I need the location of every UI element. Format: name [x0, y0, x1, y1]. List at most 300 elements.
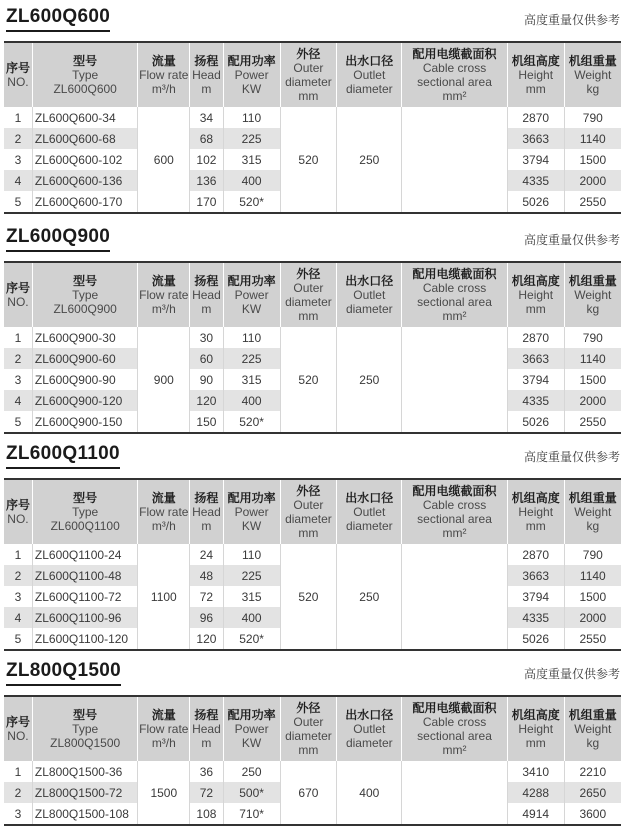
- cell-power: 225: [223, 565, 280, 586]
- header-head-unit: m: [201, 736, 212, 750]
- header-flow: [138, 262, 190, 327]
- header-outlet-diameter-en1: Outlet: [353, 68, 386, 82]
- header-cable-area: [402, 262, 508, 327]
- header-outer-diameter-en1: Outer: [293, 498, 324, 512]
- cell-weight: 2000: [564, 170, 621, 191]
- spec-table: [4, 261, 621, 434]
- cell-height: 3410: [507, 761, 564, 782]
- cell-head: 96: [190, 607, 223, 628]
- header-height-zh: 机组高度: [511, 708, 560, 722]
- header-height-zh: 机组高度: [511, 274, 560, 288]
- cell-weight: 2650: [564, 782, 621, 803]
- header-outer-diameter-unit: mm: [298, 89, 319, 103]
- header-height-en: Height: [518, 505, 554, 519]
- header-row: [4, 696, 621, 761]
- header-outlet-diameter-zh: 出水口径: [345, 54, 394, 68]
- header-type-zh: 型号: [73, 491, 98, 505]
- header-cable-area-unit: mm²: [442, 743, 467, 757]
- cell-outlet-diameter: 250: [337, 327, 402, 433]
- header-head-en: Head: [192, 722, 221, 736]
- header-cable-area: [402, 42, 508, 107]
- header-head-unit: m: [201, 302, 212, 316]
- header-outlet-diameter-en2: diameter: [345, 302, 393, 316]
- cell-height: 3663: [507, 128, 564, 149]
- cell-head: 170: [190, 191, 223, 213]
- cell-no: 5: [4, 411, 32, 433]
- header-outer-diameter: [280, 262, 337, 327]
- cell-no: 5: [4, 628, 32, 650]
- reference-note: 高度重量仅供参考: [523, 233, 620, 247]
- header-type-model: ZL600Q1100: [50, 519, 120, 533]
- cell-type: ZL600Q1100-96: [32, 607, 138, 628]
- product-section: [0, 224, 626, 429]
- cell-height: 5026: [507, 628, 564, 650]
- cell-height: 2870: [507, 107, 564, 128]
- cell-head: 102: [190, 149, 223, 170]
- header-no-en: NO.: [7, 512, 29, 526]
- cell-power: 110: [223, 327, 280, 348]
- header-height-unit: mm: [525, 519, 546, 533]
- header-weight-unit: kg: [586, 519, 600, 533]
- header-head: [190, 262, 223, 327]
- cell-type: ZL600Q900-150: [32, 411, 138, 433]
- table-row: [4, 761, 621, 782]
- cell-outer-diameter: 670: [280, 761, 337, 825]
- cell-weight: 790: [582, 110, 603, 125]
- cell-type: ZL600Q600-68: [32, 128, 138, 149]
- header-cable-area-unit: mm²: [442, 89, 467, 103]
- header-height-en: Height: [518, 68, 554, 82]
- header-flow-en: Flow rate: [139, 505, 189, 519]
- header-flow-zh: 流量: [151, 708, 176, 722]
- cell-outer-diameter: 520: [280, 327, 337, 433]
- header-no: [4, 479, 32, 544]
- cell-no: 3: [4, 149, 32, 170]
- header-flow-zh: 流量: [151, 54, 176, 68]
- product-section: [0, 658, 626, 821]
- cell-no: 4: [4, 390, 32, 411]
- header-head: [190, 696, 223, 761]
- header-type-zh: 型号: [73, 274, 98, 288]
- header-weight: [564, 42, 621, 107]
- header-no: [4, 696, 32, 761]
- product-section: [0, 441, 626, 646]
- cell-no: 2: [4, 782, 32, 803]
- cell-outlet-diameter: 250: [337, 107, 402, 213]
- table-row: [4, 107, 621, 128]
- header-flow: [138, 479, 190, 544]
- header-outer-diameter-zh: 外径: [296, 484, 321, 498]
- header-outer-diameter: [280, 479, 337, 544]
- cell-no: 1: [4, 761, 32, 782]
- section-header: [0, 4, 626, 30]
- header-power-unit: KW: [241, 302, 262, 316]
- cell-outlet-diameter: 250: [337, 544, 402, 650]
- header-weight-en: Weight: [574, 68, 612, 82]
- header-height-unit: mm: [525, 736, 546, 750]
- cell-flow: 600: [138, 107, 190, 213]
- header-power-en: Power: [234, 68, 269, 82]
- cell-height: 4335: [507, 390, 564, 411]
- header-cable-area-en1: Cable cross: [422, 498, 487, 512]
- header-outlet-diameter-zh: 出水口径: [345, 708, 394, 722]
- section-header: [0, 441, 626, 467]
- cell-weight: 2550: [579, 631, 607, 646]
- header-no-zh: 序号: [5, 715, 30, 729]
- header-outer-diameter-en1: Outer: [293, 281, 324, 295]
- header-outer-diameter-unit: mm: [298, 743, 319, 757]
- header-height-unit: mm: [525, 302, 546, 316]
- header-outlet-diameter-en2: diameter: [345, 736, 393, 750]
- header-cable-area-en1: Cable cross: [422, 61, 487, 75]
- header-power-unit: KW: [241, 736, 262, 750]
- header-cable-area-en1: Cable cross: [422, 281, 487, 295]
- header-row: [4, 262, 621, 327]
- cell-type: ZL600Q900-30: [32, 327, 138, 348]
- cell-type: ZL600Q600-34: [32, 107, 138, 128]
- header-head-unit: m: [201, 519, 212, 533]
- cell-power: 315: [223, 586, 280, 607]
- cell-no: 3: [4, 369, 32, 390]
- spec-table: [4, 41, 621, 214]
- header-outlet-diameter-en1: Outlet: [353, 505, 386, 519]
- header-flow-en: Flow rate: [139, 68, 189, 82]
- header-no-en: NO.: [7, 295, 29, 309]
- cell-power: 225: [223, 348, 280, 369]
- header-weight-zh: 机组重量: [568, 54, 617, 68]
- cell-power: 315: [223, 149, 280, 170]
- cell-type: ZL800Q1500-36: [32, 761, 138, 782]
- cell-weight: 790: [582, 330, 603, 345]
- header-outer-diameter: [280, 696, 337, 761]
- header-flow-zh: 流量: [151, 491, 176, 505]
- header-outer-diameter-en2: diameter: [285, 75, 332, 89]
- cell-no: 2: [4, 128, 32, 149]
- header-type-model: ZL600Q900: [53, 302, 117, 316]
- header-flow-zh: 流量: [151, 274, 176, 288]
- cell-head: 24: [190, 544, 223, 565]
- header-weight-zh: 机组重量: [568, 274, 617, 288]
- cell-power: 400: [223, 390, 280, 411]
- header-outer-diameter: [280, 42, 337, 107]
- cell-outlet-diameter: 400: [337, 761, 402, 825]
- header-outlet-diameter-zh: 出水口径: [345, 491, 394, 505]
- cell-head: 68: [190, 128, 223, 149]
- cell-type: ZL600Q900-120: [32, 390, 138, 411]
- cell-weight: 2550: [579, 194, 607, 209]
- cell-no: 3: [4, 586, 32, 607]
- cell-head: 150: [190, 411, 223, 433]
- header-type-zh: 型号: [73, 708, 98, 722]
- header-outer-diameter-en2: diameter: [285, 729, 332, 743]
- cell-head: 60: [190, 348, 223, 369]
- header-outer-diameter-zh: 外径: [296, 701, 321, 715]
- cell-height: 4335: [507, 607, 564, 628]
- header-height-zh: 机组高度: [511, 54, 560, 68]
- cell-cable-area: [402, 107, 508, 213]
- header-power: [223, 42, 280, 107]
- cell-weight: 2000: [564, 607, 621, 628]
- header-cable-area-en2: sectional area: [417, 729, 492, 743]
- section-header: [0, 658, 626, 684]
- header-cable-area-zh: 配用电缆截面积: [412, 47, 497, 61]
- header-type-model: ZL800Q1500: [50, 736, 121, 750]
- spec-table: [4, 695, 621, 826]
- header-head-zh: 扬程: [194, 54, 219, 68]
- header-cable-area-en2: sectional area: [417, 512, 492, 526]
- cell-head: 36: [190, 761, 223, 782]
- header-weight-en: Weight: [574, 722, 612, 736]
- cell-flow: 900: [138, 327, 190, 433]
- header-outer-diameter-unit: mm: [298, 526, 319, 540]
- reference-note: 高度重量仅供参考: [523, 667, 620, 681]
- header-outlet-diameter-en2: diameter: [345, 82, 393, 96]
- header-head: [190, 42, 223, 107]
- cell-height: 4288: [507, 782, 564, 803]
- cell-cable-area: [402, 327, 508, 433]
- cell-height: 3794: [507, 149, 564, 170]
- header-outer-diameter-en2: diameter: [285, 512, 332, 526]
- table-row: [4, 327, 621, 348]
- section-title: ZL600Q1100: [6, 443, 120, 464]
- cell-no: 5: [4, 191, 32, 213]
- header-power-unit: KW: [241, 82, 262, 96]
- header-weight: [564, 479, 621, 544]
- header-height-en: Height: [518, 288, 554, 302]
- cell-weight: 3600: [579, 806, 607, 821]
- header-height-unit: mm: [525, 82, 546, 96]
- cell-no: 4: [4, 170, 32, 191]
- header-cable-area: [402, 696, 508, 761]
- cell-no: 1: [4, 107, 32, 128]
- header-flow-unit: m³/h: [151, 519, 176, 533]
- header-type-en: Type: [72, 68, 99, 82]
- header-head-en: Head: [192, 505, 221, 519]
- header-cable-area-en2: sectional area: [417, 295, 492, 309]
- header-power: [223, 479, 280, 544]
- header-head-en: Head: [192, 68, 221, 82]
- cell-height: 2870: [507, 327, 564, 348]
- header-power: [223, 696, 280, 761]
- cell-head: 136: [190, 170, 223, 191]
- cell-no: 2: [4, 348, 32, 369]
- cell-power: 710*: [223, 803, 280, 825]
- header-flow-en: Flow rate: [139, 288, 189, 302]
- cell-height: 3794: [507, 586, 564, 607]
- header-no-zh: 序号: [5, 498, 30, 512]
- header-outlet-diameter-en1: Outlet: [353, 288, 386, 302]
- header-cable-area-unit: mm²: [442, 526, 467, 540]
- cell-outer-diameter: 520: [280, 544, 337, 650]
- section-title: ZL600Q600: [6, 6, 111, 27]
- cell-power: 520*: [223, 191, 280, 213]
- header-weight-zh: 机组重量: [568, 491, 617, 505]
- header-cable-area: [402, 479, 508, 544]
- cell-power: 400: [223, 170, 280, 191]
- cell-no: 3: [4, 803, 32, 825]
- header-flow: [138, 42, 190, 107]
- cell-no: 4: [4, 607, 32, 628]
- cell-type: ZL600Q600-170: [32, 191, 138, 213]
- header-no-en: NO.: [7, 75, 29, 89]
- header-height: [507, 479, 564, 544]
- cell-head: 108: [190, 803, 223, 825]
- cell-type: ZL600Q1100-120: [32, 628, 138, 650]
- cell-head: 120: [190, 390, 223, 411]
- header-no-zh: 序号: [5, 281, 30, 295]
- header-weight: [564, 262, 621, 327]
- header-outer-diameter-en1: Outer: [293, 715, 324, 729]
- section-header: [0, 224, 626, 250]
- header-weight-unit: kg: [586, 736, 600, 750]
- header-type: [32, 479, 138, 544]
- header-cable-area-zh: 配用电缆截面积: [412, 484, 497, 498]
- cell-height: 3794: [507, 369, 564, 390]
- header-weight-zh: 机组重量: [568, 708, 617, 722]
- cell-height: 5026: [507, 191, 564, 213]
- section-title: ZL600Q900: [6, 226, 111, 247]
- cell-height: 3663: [507, 348, 564, 369]
- cell-no: 2: [4, 565, 32, 586]
- header-outer-diameter-en1: Outer: [293, 61, 324, 75]
- header-height-zh: 机组高度: [511, 491, 560, 505]
- cell-power: 225: [223, 128, 280, 149]
- table-row: [4, 544, 621, 565]
- cell-power: 400: [223, 607, 280, 628]
- cell-type: ZL800Q1500-72: [32, 782, 138, 803]
- header-cable-area-unit: mm²: [442, 309, 467, 323]
- cell-weight: 2550: [579, 414, 607, 429]
- cell-outer-diameter: 520: [280, 107, 337, 213]
- header-outlet-diameter: [337, 696, 402, 761]
- cell-power: 500*: [223, 782, 280, 803]
- header-weight-unit: kg: [586, 302, 600, 316]
- header-power-unit: KW: [241, 519, 262, 533]
- header-outer-diameter-unit: mm: [298, 309, 319, 323]
- header-height: [507, 42, 564, 107]
- cell-head: 72: [190, 586, 223, 607]
- reference-note: 高度重量仅供参考: [523, 450, 620, 464]
- cell-type: ZL600Q600-136: [32, 170, 138, 191]
- header-type: [32, 696, 138, 761]
- cell-type: ZL800Q1500-108: [32, 803, 138, 825]
- cell-type: ZL600Q1100-48: [32, 565, 138, 586]
- cell-power: 315: [223, 369, 280, 390]
- header-outlet-diameter-zh: 出水口径: [345, 274, 394, 288]
- header-height: [507, 696, 564, 761]
- header-power: [223, 262, 280, 327]
- header-outer-diameter-zh: 外径: [296, 267, 321, 281]
- cell-flow: 1500: [138, 761, 190, 825]
- header-row: [4, 479, 621, 544]
- cell-weight: 1140: [564, 348, 621, 369]
- cell-weight: 790: [582, 547, 603, 562]
- header-head-en: Head: [192, 288, 221, 302]
- cell-head: 90: [190, 369, 223, 390]
- section-title: ZL800Q1500: [6, 660, 121, 681]
- cell-power: 250: [223, 761, 280, 782]
- header-head-unit: m: [201, 82, 212, 96]
- header-flow-unit: m³/h: [151, 82, 176, 96]
- cell-weight: 1500: [579, 372, 607, 387]
- cell-flow: 1100: [138, 544, 190, 650]
- header-type: [32, 42, 138, 107]
- header-outlet-diameter: [337, 42, 402, 107]
- header-outlet-diameter-en1: Outlet: [353, 722, 386, 736]
- header-cable-area-zh: 配用电缆截面积: [412, 701, 497, 715]
- header-cable-area-en2: sectional area: [417, 75, 492, 89]
- cell-weight: 1140: [564, 565, 621, 586]
- cell-head: 120: [190, 628, 223, 650]
- cell-power: 520*: [223, 411, 280, 433]
- header-outlet-diameter: [337, 479, 402, 544]
- cell-height: 5026: [507, 411, 564, 433]
- header-head-zh: 扬程: [194, 708, 219, 722]
- header-height-en: Height: [518, 722, 554, 736]
- header-cable-area-en1: Cable cross: [422, 715, 487, 729]
- header-type-en: Type: [72, 722, 99, 736]
- header-power-en: Power: [234, 722, 269, 736]
- header-height: [507, 262, 564, 327]
- header-weight-unit: kg: [586, 82, 600, 96]
- cell-weight: 2000: [564, 390, 621, 411]
- header-power-zh: 配用功率: [227, 708, 276, 722]
- cell-no: 1: [4, 327, 32, 348]
- header-row: [4, 42, 621, 107]
- spec-table: [4, 478, 621, 651]
- cell-height: 4914: [507, 803, 564, 825]
- header-head-zh: 扬程: [194, 491, 219, 505]
- cell-weight: 2210: [579, 764, 607, 779]
- header-weight-en: Weight: [574, 505, 612, 519]
- cell-type: ZL600Q1100-72: [32, 586, 138, 607]
- cell-type: ZL600Q1100-24: [32, 544, 138, 565]
- cell-height: 3663: [507, 565, 564, 586]
- header-type-zh: 型号: [73, 54, 98, 68]
- header-no: [4, 262, 32, 327]
- cell-weight: 1140: [564, 128, 621, 149]
- reference-note: 高度重量仅供参考: [523, 13, 620, 27]
- header-power-zh: 配用功率: [227, 491, 276, 505]
- cell-cable-area: [402, 544, 508, 650]
- header-flow-en: Flow rate: [139, 722, 189, 736]
- header-power-zh: 配用功率: [227, 274, 276, 288]
- cell-power: 110: [223, 544, 280, 565]
- header-outlet-diameter-en2: diameter: [345, 519, 393, 533]
- header-type: [32, 262, 138, 327]
- cell-cable-area: [402, 761, 508, 825]
- header-flow-unit: m³/h: [151, 736, 176, 750]
- header-power-en: Power: [234, 505, 269, 519]
- header-type-model: ZL600Q600: [53, 82, 117, 96]
- header-head-zh: 扬程: [194, 274, 219, 288]
- header-outlet-diameter: [337, 262, 402, 327]
- header-no-zh: 序号: [5, 61, 30, 75]
- header-cable-area-zh: 配用电缆截面积: [412, 267, 497, 281]
- header-no: [4, 42, 32, 107]
- cell-head: 34: [190, 107, 223, 128]
- header-power-en: Power: [234, 288, 269, 302]
- cell-height: 2870: [507, 544, 564, 565]
- cell-type: ZL600Q900-90: [32, 369, 138, 390]
- cell-type: ZL600Q900-60: [32, 348, 138, 369]
- header-outer-diameter-zh: 外径: [296, 47, 321, 61]
- header-power-zh: 配用功率: [227, 54, 276, 68]
- cell-height: 4335: [507, 170, 564, 191]
- header-no-en: NO.: [7, 729, 29, 743]
- cell-power: 520*: [223, 628, 280, 650]
- cell-head: 30: [190, 327, 223, 348]
